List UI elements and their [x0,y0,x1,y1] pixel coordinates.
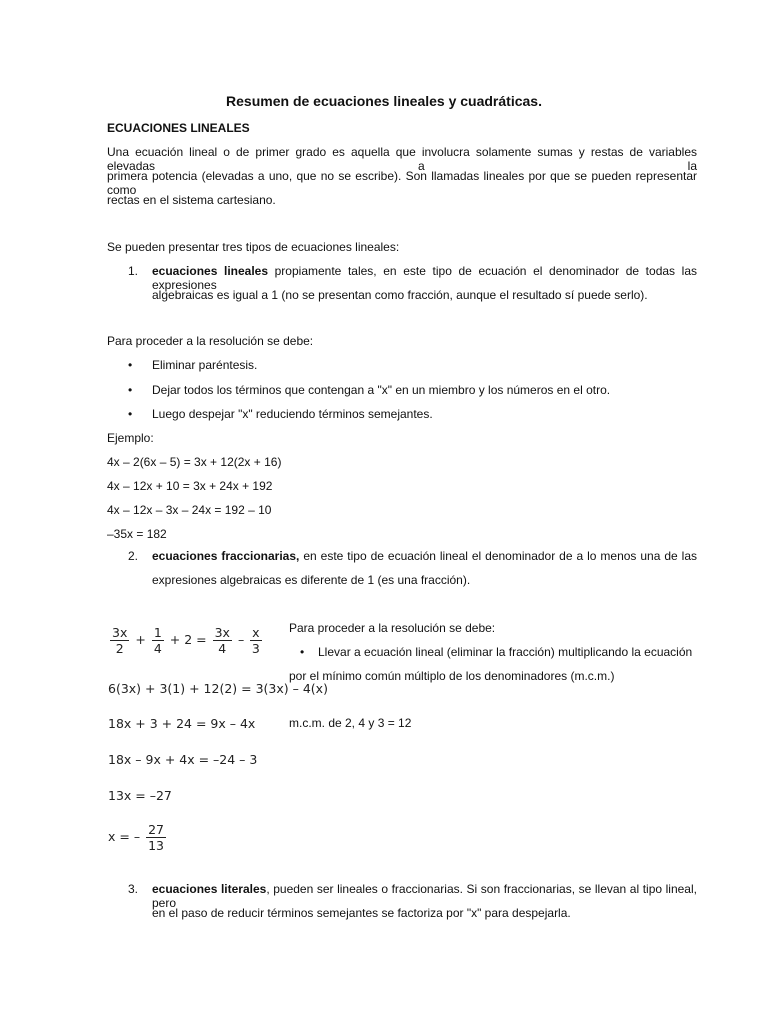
plus-two-equals: + 2 = [169,632,207,647]
item2-line-1 [152,549,697,563]
item2-term: ecuaciones fraccionarias, [152,549,300,563]
final-equation [108,822,168,853]
procedure2-step-line-2: por el mínimo común múltiplo de los denominadores (m.c.m.) [289,669,615,683]
intro-line-2: primera potencia (elevadas a uno, que no se escribe). Son llamadas lineales por que se pueden representar como [107,169,697,197]
intro-line-1: Una ecuación lineal o de primer grado es aquella que involucra solamente sumas y restas de variables elevadas a la [107,145,697,173]
item2-rest: en este tipo de ecuación lineal el denominador de a lo menos una de las [299,549,698,563]
item3-number: 3. [128,882,139,896]
final-lhs: x = – [108,829,141,844]
fraction-equation [108,625,264,656]
fraction-b: $\frac{1}{4}$ [153,625,162,656]
step-1: Eliminar paréntesis. [152,358,258,372]
procedure-label: Para proceder a la resolución se debe: [107,334,314,348]
math-line-2: 18x + 3 + 24 = 9x – 4x [108,716,256,731]
item2-line-2: expresiones algebraicas es diferente de 1 (es una fracción). [152,573,471,587]
step-2: Dejar todos los términos que contengan a "x" en un miembro y los números en el otro. [152,383,611,397]
example-line-4: –35x = 182 [107,527,167,541]
final-fraction: $\frac{27}{13}$ [148,822,164,853]
fraction-c: $\frac{3x}{4}$ [214,625,230,656]
bullet-dot-2: • [128,383,133,397]
bullet-dot-3: • [128,407,133,421]
math-line-3: 18x – 9x + 4x = –24 – 3 [108,752,258,767]
bullet-dot-1: • [128,358,133,372]
item3-rest: , pueden ser lineales o fraccionarias. Si son fraccionarias, se llevan al tipo lineal, pero [152,882,697,910]
plus-sign: + [135,632,146,647]
item1-line-2: algebraicas es igual a 1 (no se presentan como fracción, aunque el resultado sí puede serlo). [152,288,648,302]
procedure2-bullet-dot: • [300,645,305,659]
item2-number: 2. [128,549,139,563]
fraction-d: $\frac{x}{3}$ [251,625,260,656]
math-line-1: 6(3x) + 3(1) + 12(2) = 3(3x) – 4(x) [108,681,328,696]
item1-number: 1. [128,264,139,278]
item1-term: ecuaciones lineales [152,264,269,278]
step-3: Luego despejar "x" reduciendo términos semejantes. [152,407,433,421]
types-intro: Se pueden presentar tres tipos de ecuaciones lineales: [107,240,400,254]
math-line-4: 13x = –27 [108,788,172,803]
procedure2-label: Para proceder a la resolución se debe: [289,621,496,635]
minus-sign: – [237,632,245,647]
procedure2-step-line-1: Llevar a ecuación lineal (eliminar la fracción) multiplicando la ecuación [318,645,693,659]
example-label: Ejemplo: [107,431,154,445]
example-line-1: 4x – 2(6x – 5) = 3x + 12(2x + 16) [107,455,282,469]
item3-term: ecuaciones literales [152,882,267,896]
section-heading: ECUACIONES LINEALES [107,121,250,135]
intro-line-3: rectas en el sistema cartesiano. [107,193,276,207]
item1-rest: propiamente tales, en este tipo de ecuación el denominador de todas las expresiones [152,264,697,292]
example-line-2: 4x – 12x + 10 = 3x + 24x + 192 [107,479,273,493]
fraction-a: $\frac{3x}{2}$ [112,625,128,656]
page-title: Resumen de ecuaciones lineales y cuadráticas. [226,93,542,109]
item3-line-2: en el paso de reducir términos semejantes se factoriza por "x" para despejarla. [152,906,571,920]
example-line-3: 4x – 12x – 3x – 24x = 192 – 10 [107,503,272,517]
mcm-note: m.c.m. de 2, 4 y 3 = 12 [289,716,412,730]
